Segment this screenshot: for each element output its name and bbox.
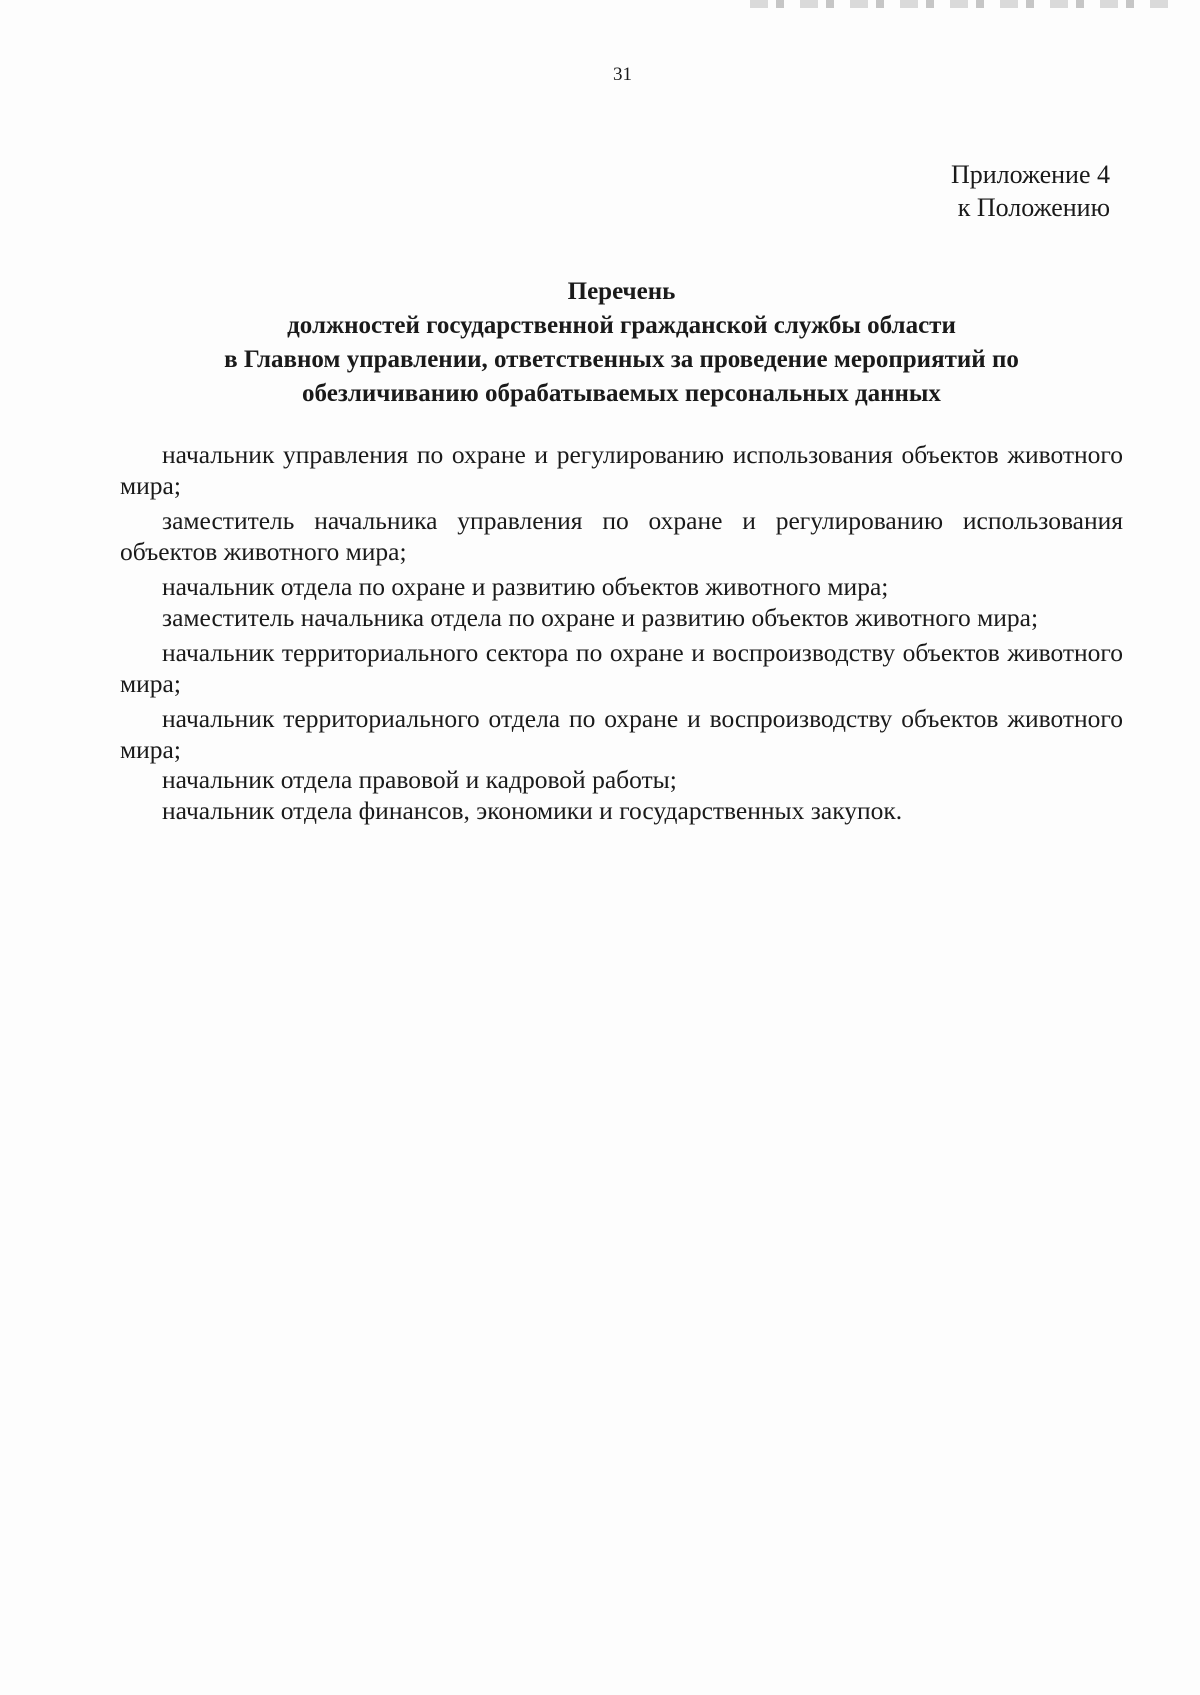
list-item: начальник отдела финансов, экономики и государственных закупок. xyxy=(162,795,903,825)
list-item: начальник управления по охране и регулированию использования объектов животного мира; xyxy=(120,440,1123,500)
appendix-line-2: к Положению xyxy=(957,193,1110,222)
title-line-3: обезличиванию обрабатываемых персональных данных xyxy=(302,380,941,407)
list-item: заместитель начальника управления по охране и регулированию использования объектов животного мира; xyxy=(120,506,1123,566)
positions-list xyxy=(120,440,1123,826)
title-line-2: в Главном управлении, ответственных за проведение мероприятий по xyxy=(224,346,1019,373)
document-title xyxy=(120,275,1123,411)
title-line-1: должностей государственной гражданской службы области xyxy=(287,312,956,339)
title-heading: Перечень xyxy=(567,278,676,305)
list-item: начальник отдела правовой и кадровой работы; xyxy=(162,765,677,794)
list-item: начальник территориального отдела по охране и воспроизводству объектов животного мира; xyxy=(120,704,1123,764)
appendix-reference xyxy=(951,158,1110,224)
list-item: начальник отдела по охране и развитию объектов животного мира; xyxy=(162,572,889,601)
scan-artifact xyxy=(750,0,1170,8)
appendix-line-1: Приложение 4 xyxy=(950,160,1110,189)
list-item: заместитель начальника отдела по охране и развитию объектов животного мира; xyxy=(162,602,1039,632)
list-item: начальник территориального сектора по охране и воспроизводству объектов животного мира; xyxy=(120,638,1123,698)
page-number: 31 xyxy=(613,64,632,85)
